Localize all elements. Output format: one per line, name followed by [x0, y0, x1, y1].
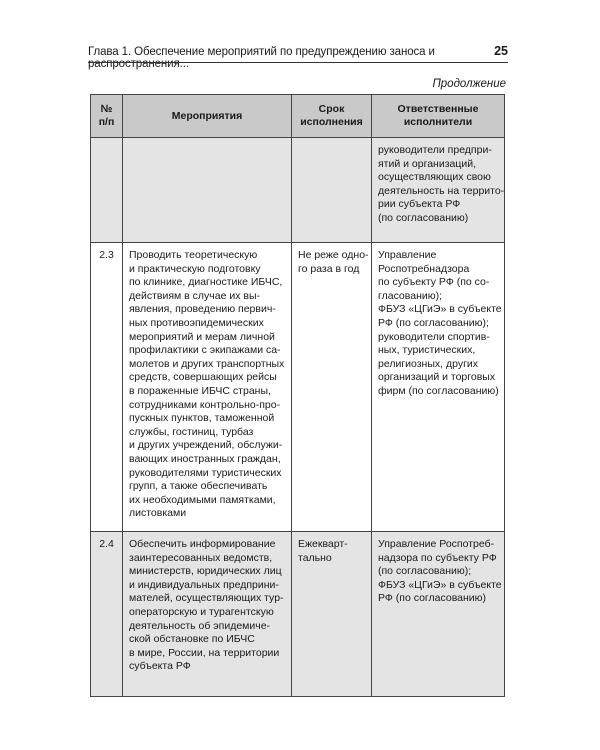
table-row [91, 532, 505, 697]
cell-text-line: ных противоэпидемических [129, 316, 264, 329]
cell-text-line: деятельность об эпидемиче- [129, 619, 271, 632]
cell-text-line: Не реже одно- [298, 249, 369, 261]
cell-text-line: Роспотребнадзора [378, 262, 470, 275]
cell-text-line: мателей, осуществляющих тур- [129, 592, 284, 605]
cell-text-line: и практическую подготовку [129, 262, 261, 275]
cell-text-line: средств, совершающих рейсы [129, 371, 277, 384]
cell-text-line: гласованию); [378, 289, 443, 302]
cell-text-line: заинтересованных ведомств, [129, 551, 273, 564]
column-header-measures: Мероприятия [123, 95, 292, 138]
cell-text-line: (по согласованию); [378, 565, 472, 578]
running-header [88, 44, 508, 70]
continuation-label: Продолжение [432, 78, 506, 90]
cell-text-line: ятий и организаций, [378, 157, 477, 170]
cell-text-line: руководителями туристических [129, 466, 282, 479]
cell-text-line: службы, гостиниц, турбаз [129, 425, 254, 438]
cell-text-line: руководители спортив- [378, 330, 490, 343]
responsible-cell [372, 532, 505, 697]
cell-text-line: министерств, юридических лиц [129, 565, 282, 578]
cell-text-line: рии субъекта РФ [378, 198, 461, 211]
cell-text-line: (по согласованию) [378, 211, 469, 224]
cell-text-line: ных, туристических, [378, 344, 476, 357]
column-header-deadline: Срок исполнения [292, 95, 372, 138]
cell-text-line: го раза в год [298, 262, 360, 275]
row-number: 2.3 [91, 243, 123, 532]
cell-text-line: надзора по субъекту РФ [378, 551, 497, 564]
column-header-responsible: Ответственные исполнители [372, 95, 505, 138]
cell-text-line: ФБУЗ «ЦГиЭ» в субъекте [378, 303, 502, 316]
table-header-row [91, 95, 505, 138]
row-number: 2.4 [91, 532, 123, 697]
cell-text-line: Управление [378, 249, 437, 261]
cell-text-line: мероприятий и мерам личной [129, 330, 275, 343]
cell-text-line: руководители предпри- [378, 144, 492, 156]
cell-text-line: по клинике, диагностике ИБЧС, [129, 276, 283, 289]
cell-text-line: действиям в случае их вы- [129, 289, 260, 302]
deadline-cell [292, 138, 372, 243]
cell-text-line: явления, проведению первич- [129, 303, 276, 316]
column-header-number: № п/п [91, 95, 123, 138]
cell-text-line: вающих иностранных граждан, [129, 452, 281, 465]
cell-text-line: и других учреждений, обслужи- [129, 439, 283, 452]
measure-cell [123, 243, 292, 532]
cell-text-line: РФ (по согласованию); [378, 316, 489, 329]
cell-text-line: религиозных, других [378, 357, 479, 370]
cell-text-line: листовками [129, 507, 187, 520]
cell-text-line: сотрудниками контрольно-про- [129, 398, 281, 411]
cell-text-line: в мире, России, на территории [129, 646, 280, 659]
cell-text-line: операторскую и турагентскую [129, 605, 274, 618]
table-row [91, 243, 505, 532]
cell-text-line: Обеспечить информирование [129, 538, 276, 550]
cell-text-line: их необходимыми памятками, [129, 493, 276, 506]
cell-text-line: в пораженные ИБЧС страны, [129, 384, 271, 397]
cell-text-line: и индивидуальных предприни- [129, 578, 279, 591]
cell-text-line: по субъекту РФ (по со- [378, 276, 490, 289]
responsible-cell [372, 243, 505, 532]
cell-text-line: групп, а также обеспечивать [129, 480, 268, 493]
row-number [91, 138, 123, 243]
cell-text-line: профилактики с экипажами са- [129, 344, 281, 357]
header-rule [88, 62, 508, 63]
cell-text-line: Ежекварт- [298, 538, 348, 550]
running-title: Глава 1. Обеспечение мероприятий по предупреждению заноса и распространения... [88, 46, 435, 70]
page-number: 25 [494, 44, 508, 58]
cell-text-line: фирм (по согласованию) [378, 384, 499, 397]
cell-text-line: ской обстановке по ИБЧС [129, 633, 255, 646]
measure-cell [123, 138, 292, 243]
cell-text-line: Управление Роспотреб- [378, 538, 495, 550]
cell-text-line: осуществляющих свою [378, 171, 491, 184]
measures-table [90, 94, 505, 697]
responsible-cell [372, 138, 505, 243]
cell-text-line: РФ (по согласованию) [378, 592, 487, 605]
deadline-cell [292, 243, 372, 532]
cell-text-line: молетов и других транспортных [129, 357, 285, 370]
cell-text-line: организаций и торговых [378, 371, 496, 384]
cell-text-line: Проводить теоретическую [129, 249, 258, 261]
table-row [91, 138, 505, 243]
cell-text-line: деятельность на террито- [378, 184, 505, 197]
cell-text-line: пускных пунктов, таможенной [129, 412, 275, 425]
deadline-cell [292, 532, 372, 697]
cell-text-line: ФБУЗ «ЦГиЭ» в субъекте [378, 578, 502, 591]
measure-cell [123, 532, 292, 697]
cell-text-line: тально [298, 551, 332, 564]
cell-text-line: субъекта РФ [129, 660, 191, 673]
